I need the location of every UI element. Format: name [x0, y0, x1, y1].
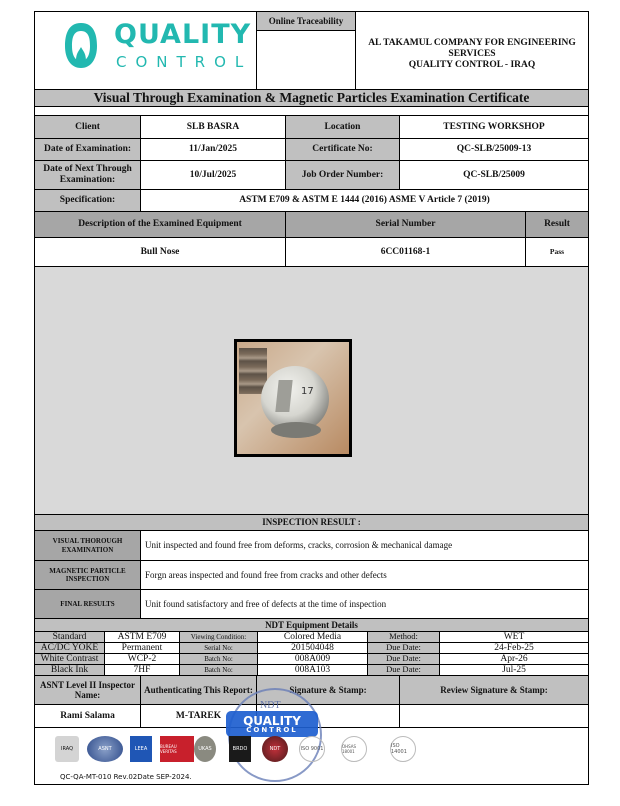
review-signature-label: [399, 675, 589, 705]
ndt-text: Standard: [52, 631, 87, 642]
result-header-text: Result: [544, 219, 570, 230]
ndt-text: Jul-25: [502, 664, 526, 675]
equipment-serial-text: 6CC01168-1: [380, 246, 431, 257]
client-value-text: SLB BASRA: [186, 121, 240, 132]
magnetic-value-text: Forgn areas inspected and found free from cracks and other defects: [145, 569, 387, 580]
job-order-label: [285, 160, 400, 190]
bull-nose-base: [271, 422, 321, 438]
ndt-text: Due Date:: [386, 642, 421, 653]
description-header-text: Description of the Examined Equipment: [78, 219, 242, 230]
auth-label-text: Authenticating This Report:: [144, 684, 253, 695]
inspector-name-label: [34, 675, 141, 705]
company-name-line1: AL TAKAMUL COMPANY FOR ENGINEERING: [368, 38, 576, 49]
spec-label-text: Specification:: [59, 195, 116, 206]
certificate-title-text: Visual Through Examination & Magnetic Particles Examination Certificate: [93, 90, 530, 106]
date-of-examination-value: [140, 138, 286, 161]
ndt-text: Batch No:: [204, 665, 233, 674]
equipment-header-result: [525, 211, 589, 238]
job-order-value: [399, 160, 589, 190]
ndt-text: Batch No:: [204, 654, 233, 663]
equipment-header-description: [34, 211, 286, 238]
ohsas-18001-badge: [341, 736, 367, 762]
client-value: [140, 115, 286, 139]
equipment-description-text: Bull Nose: [140, 246, 180, 257]
review-signature-value: [399, 704, 589, 728]
equipment-result-text: Pass: [549, 246, 565, 256]
ndt-text: Serial No:: [204, 643, 233, 652]
stamp-text-control: CONTROL: [246, 725, 298, 734]
certificate-no-label: [285, 138, 400, 161]
bureau-veritas-badge: [160, 736, 194, 762]
ndt-text: WET: [503, 631, 525, 642]
iraq-cert-badge: [55, 736, 79, 762]
equipment-result: [525, 237, 589, 267]
inspection-result-title: [34, 514, 589, 531]
leea-badge: [130, 736, 152, 762]
stamp-text-quality: QUALITY: [243, 713, 301, 728]
client-label: [34, 115, 141, 139]
magnetic-particle-label: [34, 560, 141, 590]
location-label: [285, 115, 400, 139]
ndt-text: WCP-2: [127, 653, 157, 664]
next-exam-label-text: Date of Next Through Examination:: [43, 164, 132, 185]
inspection-title-text: INSPECTION RESULT :: [262, 517, 361, 528]
next-exam-value-text: 10/Jul/2025: [189, 169, 237, 180]
badge-text: ISO 14001: [391, 743, 407, 755]
next-examination-label: [34, 160, 141, 190]
cert-label-text: Certificate No:: [312, 144, 373, 155]
iso-14001-badge: [390, 736, 416, 762]
visual-value-text: Unit inspected and found free from deforms, cracks, corrosion & mechanical damage: [145, 540, 453, 551]
badge-text: BUREAU VERITAS: [160, 744, 177, 754]
final-results-label: [34, 589, 141, 619]
final-results-value: [140, 589, 589, 619]
ndt-text: Method:: [389, 631, 418, 642]
logo-area: [34, 11, 257, 89]
photo-marking: 17: [301, 386, 314, 397]
logo-text-quality: QUALITY: [114, 19, 252, 50]
ndt-text: 7HF: [133, 664, 151, 675]
inspector-name-text: Rami Salama: [60, 710, 115, 721]
badge-text: OHSAS 18001: [342, 744, 357, 754]
date-exam-label-text: Date of Examination:: [43, 144, 132, 155]
cert-value-text: QC-SLB/25009-13: [456, 144, 532, 155]
online-traceability-text: Online Traceability: [268, 15, 344, 26]
final-value-text: Unit found satisfactory and free of defects at the time of inspection: [145, 598, 387, 609]
certificate-title: [34, 89, 589, 107]
logo-text-control: CONTROL: [116, 53, 253, 71]
final-label-text: FINAL RESULTS: [60, 599, 115, 608]
date-exam-value-text: 11/Jan/2025: [188, 144, 238, 155]
badge-text: ISO 9001: [300, 746, 324, 752]
ukas-badge: [194, 736, 216, 762]
review-label-text: Review Signature & Stamp:: [440, 684, 548, 695]
serial-header-text: Serial Number: [375, 219, 436, 230]
equipment-header-serial: [285, 211, 526, 238]
ndt-text: 008A009: [294, 653, 331, 664]
ndt-text: 201504048: [291, 642, 334, 653]
ndt-text: 24-Feb-25: [494, 642, 534, 653]
inspector-label-text: ASNT Level II Inspector Name:: [39, 679, 136, 700]
magnetic-particle-value: [140, 560, 589, 590]
specification-value: [140, 189, 589, 212]
ndt-text: Permanent: [121, 642, 163, 653]
equipment-serial: [285, 237, 526, 267]
asnt-badge: [87, 736, 123, 762]
client-label-text: Client: [75, 121, 100, 132]
company-info: [355, 11, 589, 90]
sign-label-text: Signature & Stamp:: [289, 684, 367, 695]
inspector-name-value: [34, 704, 141, 728]
badge-text: LEEA: [134, 746, 148, 752]
company-stamp-logo: [226, 711, 318, 737]
job-label-text: Job Order Number:: [301, 169, 384, 180]
ndt-title-text: NDT Equipment Details: [265, 619, 358, 630]
ndt-text: AC/DC YOKE: [40, 642, 99, 653]
badge-text: IRAQ: [60, 746, 73, 752]
authenticating-label: [140, 675, 257, 705]
spec-value-text: ASTM E709 & ASTM E 1444 (2016) ASME V Article 7 (2019): [239, 195, 490, 206]
ndt-text: Viewing Condition:: [190, 632, 247, 641]
badge-text: UKAS: [198, 746, 212, 752]
company-name-line3: QUALITY CONTROL - IRAQ: [408, 59, 536, 70]
brdo-badge: [229, 736, 251, 762]
equipment-photo: [234, 339, 352, 457]
date-of-examination-label: [34, 138, 141, 161]
visual-label-text: VISUAL THOROUGH EXAMINATION: [52, 537, 123, 554]
online-traceability-qr-area: [256, 30, 356, 90]
location-value: [399, 115, 589, 139]
badge-text: BRDO: [232, 746, 248, 752]
equipment-description: [34, 237, 286, 267]
badge-text: ASNT: [98, 746, 112, 752]
ndt-text: ASTM E709: [117, 631, 167, 642]
location-value-text: TESTING WORKSHOP: [443, 121, 545, 132]
online-traceability-label: [256, 11, 356, 31]
ndt-text: Black Ink: [50, 664, 89, 675]
ndt-text: Due Date:: [386, 653, 421, 664]
magnetic-label-text: MAGNETIC PARTICLE INSPECTION: [49, 566, 126, 583]
ndt-details-title: [34, 618, 589, 632]
iso-9001-badge: [299, 736, 325, 762]
bull-nose-image: [237, 342, 349, 454]
job-value-text: QC-SLB/25009: [463, 169, 525, 180]
ndt-text: White Contrast: [40, 653, 99, 664]
document-code: QC-QA-MT-010 Rev.02Date SEP-2024.: [60, 773, 192, 781]
badge-text: NDT: [269, 746, 281, 752]
quality-control-logo-icon: [63, 21, 99, 71]
visual-examination-value: [140, 530, 589, 561]
visual-examination-label: [34, 530, 141, 561]
ndt-cert-badge: [262, 736, 288, 762]
next-examination-value: [140, 160, 286, 190]
auth-name-text: M-TAREK: [175, 710, 222, 721]
specification-label: [34, 189, 141, 212]
ndt-text: Apr-26: [500, 653, 528, 664]
certificate-no-value: [399, 138, 589, 161]
location-label-text: Location: [324, 121, 361, 132]
ndt-text: Due Date:: [386, 664, 421, 675]
company-name-line2: SERVICES: [448, 49, 496, 60]
ndt-text: Colored Media: [283, 631, 342, 642]
stamp-ndt-text: NDT: [260, 700, 281, 711]
ndt-text: 008A103: [294, 664, 331, 675]
